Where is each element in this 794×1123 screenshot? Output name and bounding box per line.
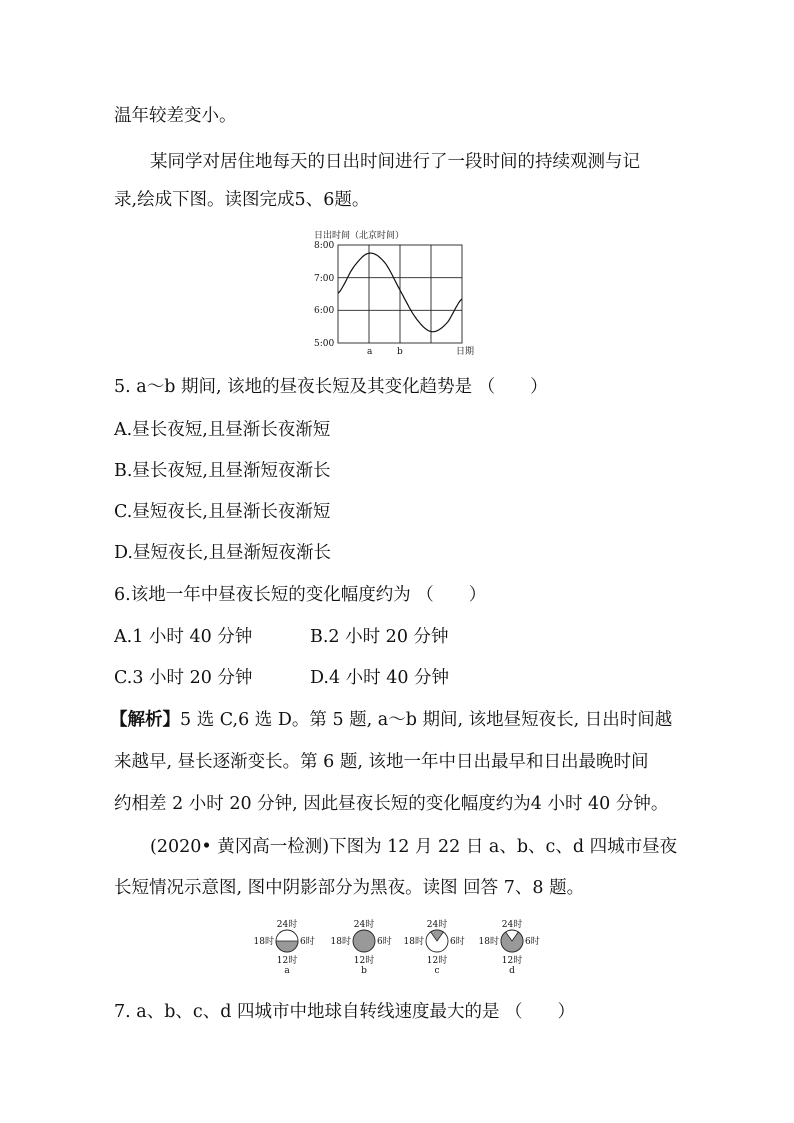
q5-option-d: D.昼短夜长,且昼渐短夜渐长 — [114, 543, 332, 563]
chart-grid — [338, 245, 462, 343]
dial-a-label-6: 6时 — [300, 937, 315, 947]
dial-b-label-6: 6时 — [377, 937, 392, 947]
y-tick-7: 7:00 — [314, 274, 335, 284]
dial-a-label-24: 24时 — [276, 920, 298, 930]
dial-c-label-24: 24时 — [426, 920, 448, 930]
x-tick-b: b — [397, 347, 403, 357]
q6-option-a: A.1 小时 40 分钟 — [114, 627, 253, 647]
dial-a-label-18: 18时 — [253, 937, 274, 947]
dial-b-night-shade — [353, 930, 375, 952]
question-5: 5. a～b 期间, 该地的昼夜长短及其变化趋势是 （ ） — [114, 377, 548, 397]
y-tick-8: 8:00 — [314, 241, 335, 251]
q6-option-d: D.4 小时 40 分钟 — [310, 668, 450, 688]
q5-option-c: C.昼短夜长,且昼渐长夜渐短 — [114, 502, 331, 522]
dial-a-night-shade — [276, 941, 298, 952]
q6-option-b: B.2 小时 20 分钟 — [310, 627, 449, 647]
dial-d-label-18: 18时 — [478, 937, 499, 947]
chart-title: 日出时间（北京时间） — [314, 231, 405, 241]
question-7: 7. a、b、c、d 四城市中地球自转线速度最大的是 （ ） — [114, 1002, 576, 1022]
dial-d-label-6: 6时 — [525, 937, 540, 947]
dial-b-letter: b — [361, 966, 367, 976]
dial-d-letter: d — [509, 966, 515, 976]
dial-c-label-6: 6时 — [450, 937, 465, 947]
analysis-tag: 【解析】 — [110, 710, 180, 730]
dial-b-label-24: 24时 — [353, 920, 375, 930]
analysis-line-1 — [110, 708, 672, 732]
passage-2-line-2: 长短情况示意图, 图中阴影部分为黑夜。读图 回答 7、8 题。 — [114, 878, 585, 898]
dial-a-label-12: 12时 — [276, 956, 298, 966]
question-6: 6.该地一年中昼夜长短的变化幅度约为 （ ） — [114, 585, 487, 605]
dial-c-label-12: 12时 — [426, 956, 448, 966]
q6-option-c: C.3 小时 20 分钟 — [114, 668, 253, 688]
dial-d-label-24: 24时 — [501, 920, 523, 930]
x-tick-a: a — [367, 347, 373, 357]
sunrise-chart — [312, 226, 478, 358]
text-line-0: 温年较差变小。 — [114, 106, 237, 126]
analysis-line-1-text: 5 选 C,6 选 D。第 5 题, a～b 期间, 该地昼短夜长, 日出时间越 — [180, 710, 673, 730]
chart-y-tick-labels — [314, 241, 334, 349]
analysis-line-2: 来越早, 昼长逐渐变长。第 6 题, 该地一年中日出最早和日出最晚时间 — [114, 752, 649, 772]
q5-option-a: A.昼长夜短,且昼渐长夜渐短 — [114, 420, 331, 440]
dial-c-label-18: 18时 — [403, 937, 424, 947]
x-axis-label: 日期 — [456, 347, 475, 357]
dial-b-label-18: 18时 — [330, 937, 351, 947]
passage-2-line-1: (2020• 黄冈高一检测)下图为 12 月 22 日 a、b、c、d 四城市昼夜 — [150, 837, 678, 857]
q6-options-row-1 — [114, 625, 252, 649]
analysis-line-3: 约相差 2 小时 20 分钟, 因此昼夜长短的变化幅度约为4 小时 40 分钟。 — [114, 794, 669, 814]
y-tick-6: 6:00 — [314, 306, 335, 316]
dial-b-label-12: 12时 — [353, 956, 375, 966]
day-night-dials-figure — [250, 912, 550, 982]
dial-a-letter: a — [284, 966, 290, 976]
dial-c-letter: c — [434, 966, 440, 976]
dial-d-label-12: 12时 — [501, 956, 523, 966]
text-line-1: 某同学对居住地每天的日出时间进行了一段时间的持续观测与记 — [150, 152, 640, 172]
q5-option-b: B.昼长夜短,且昼渐短夜渐长 — [114, 461, 331, 481]
text-line-2: 录,绘成下图。读图完成5、6题。 — [114, 190, 370, 210]
y-tick-5: 5:00 — [314, 339, 335, 349]
